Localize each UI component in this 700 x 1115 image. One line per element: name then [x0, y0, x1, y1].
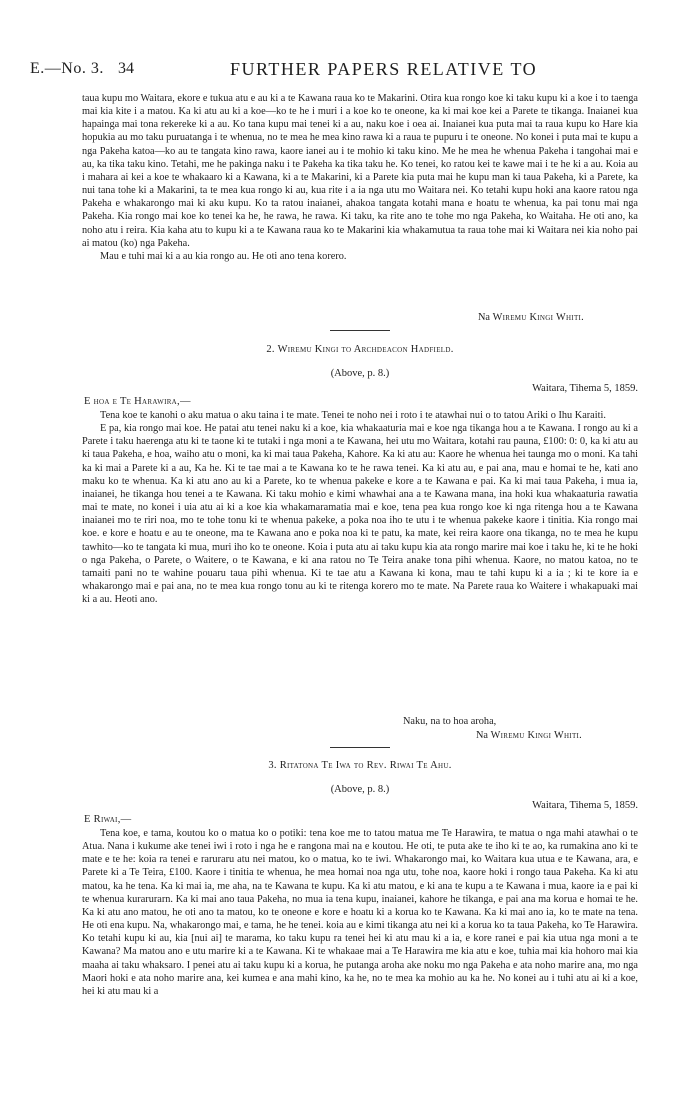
letter1-signature: [478, 311, 584, 324]
letter2-paragraph-2: E pa, kia rongo mai koe. He patai atu tenei naku ki a koe, kia whakaaturia mai e koe nga tikanga hou a te Kawana. I rongo au ki a Parete i taku haerenga atu ki te taone ki te tutaki i nga moni a te Kawana, hei utu mo Waitara, kotahi rau pauna, £100: 0: 0, ka ki atu au ki taua Pakeha, e hoa, waiho atu o moni, ka ki mai taua Pakeha, Kahore. Ka ki atu au: Kaore he whenua hei taunga mo o moni. Ka tahi ka ki mai a Parete ki a au, Ka he. Ki te tae mai a te Kawana ko te he rawa tenei. Ka ki atu au, e pai ana, mau e homai te he, kati ano maku ko te whenua. Ka ki atu ano au ki a Parete, ko te whenua pakeke e kore a te Kawana e pai. Ka ki mai taua Pakeha, i mua ia, inaianei, he tikanga hou tenei a te Kawana. Ki taku mohio e kimi whawhai ana a te Kawana mana, ina hoki kua whakaaturia rawatia mai te mate, no konei i uia atu ai ki a koe kia whakamaramatia mai e koe, tena pea kua rongo koe ki nga ritenga hou a te Kawana inaianei mo te riri noa, mo te tohe tonu ki te whenua pakeke, a poka noa iho te utu i te whenua pakeke kaore i tinitia. Kia rongo mai koe. e kore e hoatu e au te oneone, ma te Kawana ano e poka noa ki te patu, ka mate, kei reira kaore ona tikanga, no te mea he kupu tawhito—ko te tangata ki mua, muri iho ko te oneone. Koia i puta atu ai taku kupu kia ata rongo marire mai koe i taku he, ki te he hoki o nga Pakeha, o Parete, o Waitere, o te Kawana, e ki ana ratou no Te Teira anake tona pihi whenua. Kaore, no matou katoa, no te tamaiti pani no te wahine pouaru taua pihi whenua. Ki te tae atu a Kawana ki kona, mau te tahi kupu ki a ia ; ki te kore ia e whakarongo mai e pai ana, no te mea kua rongo tonu au ki te ritenga korero mo te mate. Na Parete raua ko Waitere i whakapuaki mai ki a au. Heoti ano.: [82, 423, 638, 606]
page-header: [30, 60, 670, 82]
section-divider: [330, 747, 390, 748]
signature-name: Wiremu Kingi Whiti.: [490, 730, 583, 741]
section-divider: [330, 330, 390, 331]
signature-name: Wiremu Kingi Whiti.: [492, 312, 585, 323]
signature-prefix: Na: [476, 730, 489, 741]
letter3-paragraph-1: Tena koe, e tama, koutou ko o matua ko o potiki: tena koe me to tatou matua me Te Harawira, te matua o nga mahi atawhai o te Atua. Nana i kukume ake tenei iwi i roto i nga he e rangona mai na e koutou. He oti, te puta ake te iho ki te ao, ka rumakina ano ki te mate e te he: koia ra tenei e raruraru atu nei matou, ko o matua, ko te iwi. Whakarongo mai, ko Waitara kua utua e te Kawana, ara, e Parete ki a Te Teira, £100. Kaore i tinitia te whenua, he mea homai noa nga utu, tohe noa, kaore hoki i rongo taua Pakeha. Ka ki atu matou, ka he tena. Ka ki mai ia, me aha, na te Kawana te kupu. Ka ki atu matou, e ki ana te kupu a te Kawana i mua, kaore ia e pai ki te whenua kurarurarn. Ka ki mai ano taua Pakeha, no mua ia tena kupu, inaianei, kahore he tikanga, e pai ana ma korua e homai te he. Ka ki atu ano matou, he oti ano ta matou, ko te oneone e kore e hoatu ki a korua ko te Kawana. Ka ki mai ano ia, ko te mate na tena. He oti ena kupu. Na, whakarongo mai, e tama, he he tenei. koia au e kimi tikanga atu nei ki a korua ko ta taua Pakeha, ko Te Harawira. Ko tetahi kupu ki au, kia [nui ai] te marama, ko taku kupu ra tenei hei ki atu mau ki a ia, e kore ranei e pai kia utua nga moni a te Kawana? Ma matou ano e utu marire ki a te Kawana. Ki te whakaae mai a Te Harawira me kia atu e koe, tuhia mai kia hohoro mai kia maaha ai taku whaksaro. I penei atu ai taku kupu ki a korua, he putanga aroha ake noku mo nga Pakeha e ata noho marire ana, mo nga Maori hoki e ata noho marire ana, kei kumea e ana mahi kino, ka he, no te mea ka mohio au ka he. No konei au i tuhi atu ai ki a koe, hei ki atu mau ki a: [82, 828, 638, 997]
letter2-closing: Naku, na to hoa aroha,: [403, 716, 497, 727]
letter1-paragraph: taua kupu mo Waitara, ekore e tukua atu e au ki a te Kawana raua ko te Makarini. Otira kua rongo koe ki taku kupu ki a koe i to taenga mai kia kite i a matou. Ka ki atu au ki a koe—ko te he i muri i a koe ko te oneone, ka ki mai koe kei a Parete te tikanga. Inaianei kua hapainga mai tona rekereke ki a au. Ko tana kupu mai tenei ki a au, naku koe i oea ai. Inaianei kua puta mai ta raua kupu ko Hare kia hopukia au mo taku puruatanga i te whenua, no te mea he mea kino rawa ki a raua te pupuru i te oneone. No konei i puta mai te kupu a nga Pakeha katoa—ko au te tangata kino rawa, kaore ianei au i te mohio ki taku kino. Me he mea he whenua Pakeha i tangohai mai e au, ka tika taku kino. Tetahi, me he pakinga naku i te Pakeha ka tika taku he. Ko tenei, ko ratou kei te kawe mai i te he ki a au. Koia au i mahara ai kei a koe te whakaaro ki a Kawana, ki a te Makarini, ki a Parete kia puta mai he kupu man ki taua Pakeha, ki a Parete, ka nui tana tohe ki a Makarini, ta te mea kua rongo ki au, kua rite i a ia nga utu mo Waitara nei. Ko tetahi kupu hoki ana kaore ratou nga Pakeha e whakarongo mai ki aku kupu. Ko ta ratou inaianei, ahakoa tangata kotahi mana e hoatu te whenua, ka pai tonu mai nga Pakeha. Kia rongo mai koe ko tenei ka he, he rawa, he rawa. Ki taku, ka rite ano te tohe mo nga Pakeha, ko Waitaha. He oti ano, ka noho atu i reira. Kia kaha atu to kupu ki a te Kawana raua ko te Makarini kia whakamutua ta raua tohe mai ki Waitara nei kia noho pai ai matou (ko) nga Pakeha.: [82, 93, 638, 249]
letter1-closing: Mau e tuhi mai ki a au kia rongo au. He oti ano tena korero.: [100, 250, 347, 262]
running-title: FURTHER PAPERS RELATIVE TO: [230, 59, 538, 79]
page-number: 34: [118, 60, 134, 77]
letter3-body: [82, 827, 638, 998]
letter3-date: Waitara, Tihema 5, 1859.: [532, 800, 638, 811]
letter3-salutation: E Riwai,—: [84, 814, 132, 825]
signature-prefix: Na: [478, 312, 491, 323]
letter2-paragraph-1: Tena koe te kanohi o aku matua o aku taina i te mate. Tenei te noho nei i roto i te atawhai nui o to tatou Ariki o Ihu Karaiti.: [100, 410, 606, 421]
letter1-body: [82, 92, 638, 263]
letter2-signature: [476, 729, 582, 742]
letter2-body: [82, 409, 638, 606]
letter3-reference: (Above, p. 8.): [330, 784, 390, 795]
letter2-date: Waitara, Tihema 5, 1859.: [532, 383, 638, 394]
parliamentary-paper-ref: E.—No. 3.: [30, 60, 104, 77]
letter2-heading: 2. Wiremu Kingi to Archdeacon Hadfield.: [266, 344, 454, 355]
letter2-reference: (Above, p. 8.): [330, 368, 390, 379]
letter2-salutation: E hoa e Te Harawira,—: [84, 396, 191, 407]
letter3-heading: 3. Ritatona Te Iwa to Rev. Riwai Te Ahu.: [268, 760, 452, 771]
